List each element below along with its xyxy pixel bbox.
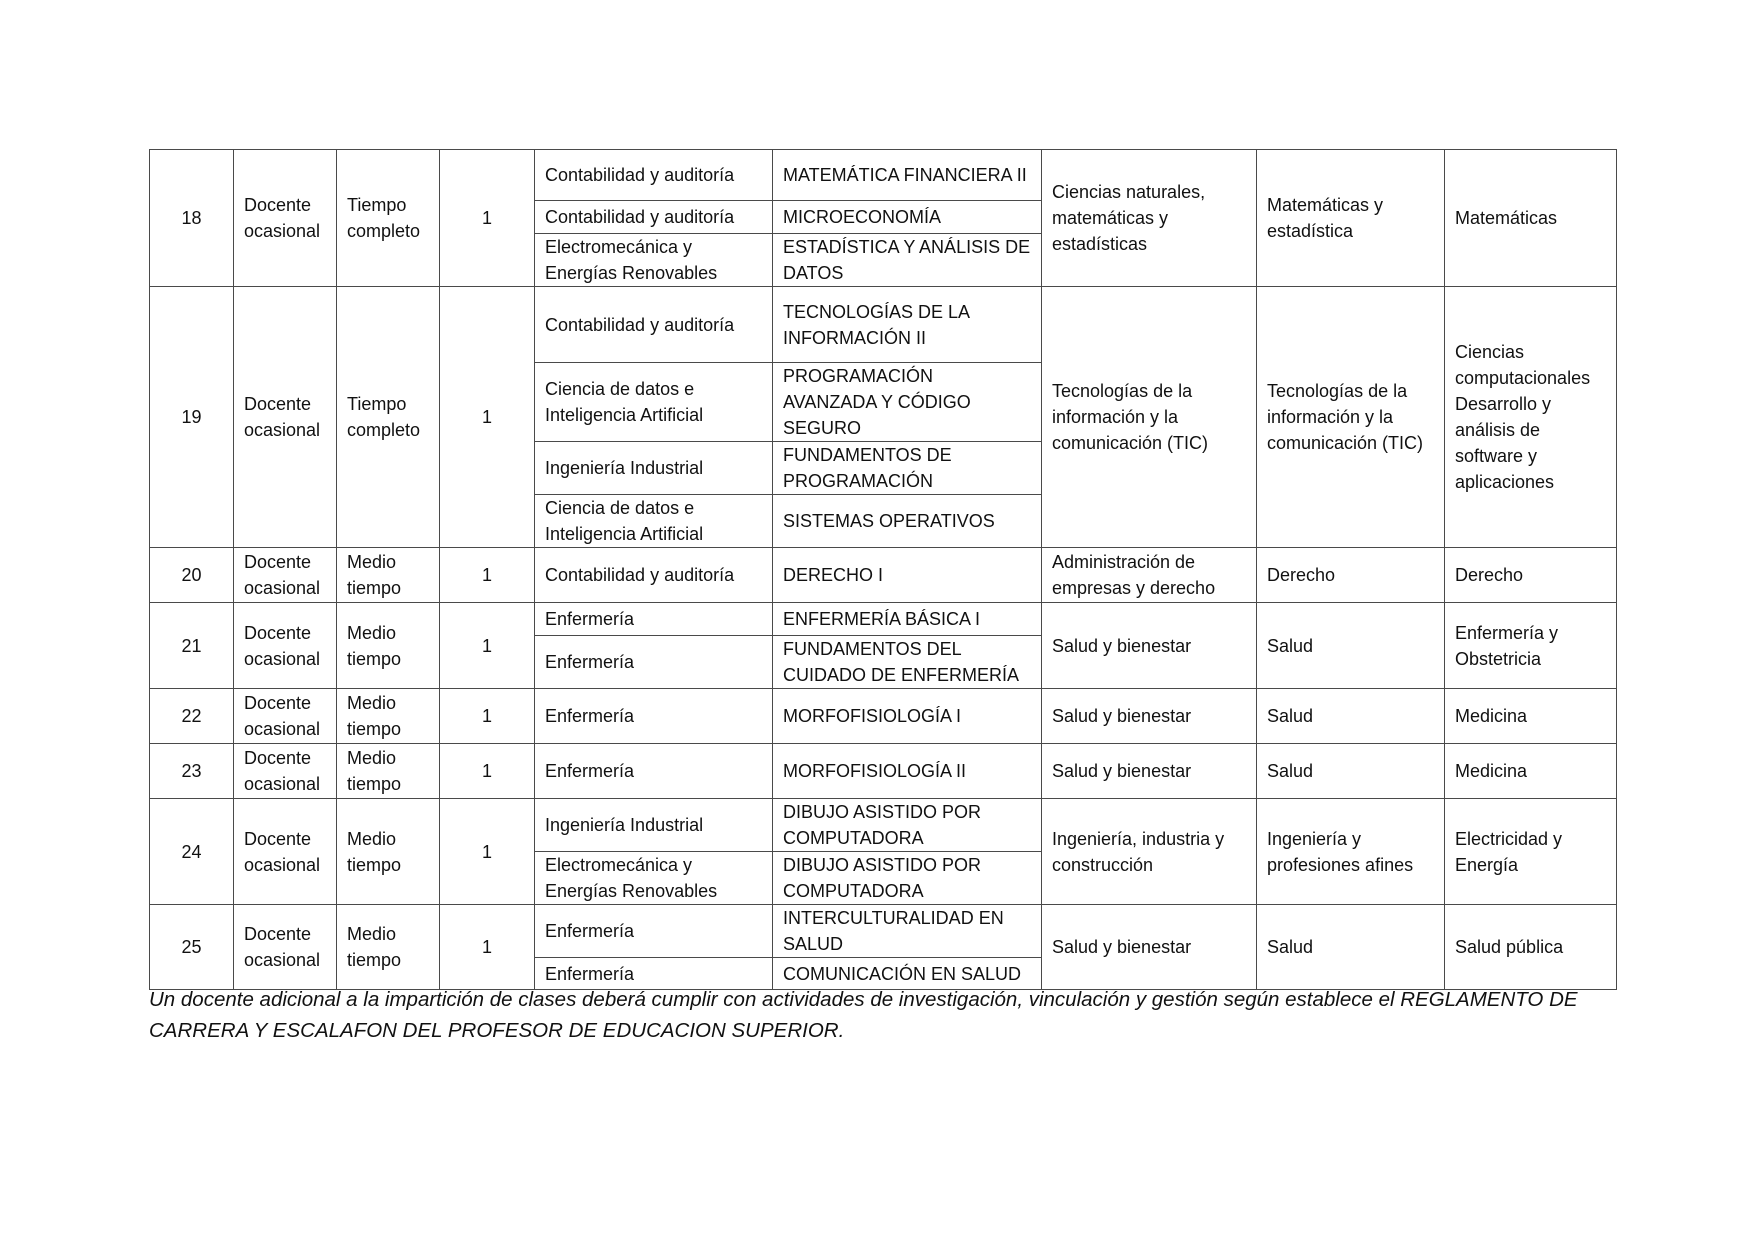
career-cell: Contabilidad y auditoría [535,287,773,363]
table-row [150,905,1617,958]
row-number-cell: 18 [150,150,234,287]
subject-cell: ENFERMERÍA BÁSICA I [773,603,1042,636]
career-cell: Enfermería [535,905,773,958]
subject-cell: ESTADÍSTICA Y ANÁLISIS DE DATOS [773,234,1042,287]
table-row [150,689,1617,744]
teacher-type-cell: Docente ocasional [234,150,337,287]
quantity-cell: 1 [440,548,535,603]
career-cell: Electromecánica y Energías Renovables [535,234,773,287]
teacher-type-cell: Docente ocasional [234,603,337,689]
row-number-cell: 22 [150,689,234,744]
career-cell: Enfermería [535,689,773,744]
teacher-type-cell: Docente ocasional [234,287,337,548]
specific-field-cell: Matemáticas y estadística [1257,150,1445,287]
dedication-cell: Medio tiempo [337,689,440,744]
career-cell: Ciencia de datos e Inteligencia Artificial [535,363,773,442]
row-number-cell: 19 [150,287,234,548]
subject-cell: MORFOFISIOLOGÍA II [773,744,1042,799]
subject-cell: MORFOFISIOLOGÍA I [773,689,1042,744]
subject-cell: MATEMÁTICA FINANCIERA II [773,150,1042,201]
row-number-cell: 24 [150,799,234,905]
subject-cell: DERECHO I [773,548,1042,603]
detailed-field-cell: Medicina [1445,744,1617,799]
detailed-field-cell: Enfermería y Obstetricia [1445,603,1617,689]
broad-field-cell: Tecnologías de la información y la comunicación (TIC) [1042,287,1257,548]
quantity-cell: 1 [440,150,535,287]
career-cell: Ciencia de datos e Inteligencia Artificial [535,495,773,548]
dedication-cell: Tiempo completo [337,150,440,287]
career-cell: Enfermería [535,744,773,799]
subject-cell: PROGRAMACIÓN AVANZADA Y CÓDIGO SEGURO [773,363,1042,442]
career-cell: Enfermería [535,603,773,636]
table-row [150,287,1617,363]
broad-field-cell: Administración de empresas y derecho [1042,548,1257,603]
broad-field-cell: Ingeniería, industria y construcción [1042,799,1257,905]
specific-field-cell: Salud [1257,689,1445,744]
positions-table [149,149,1617,990]
teacher-type-cell: Docente ocasional [234,799,337,905]
specific-field-cell: Salud [1257,744,1445,799]
dedication-cell: Medio tiempo [337,603,440,689]
broad-field-cell: Salud y bienestar [1042,689,1257,744]
career-cell: Contabilidad y auditoría [535,150,773,201]
subject-cell: MICROECONOMÍA [773,201,1042,234]
table-row [150,744,1617,799]
career-cell: Enfermería [535,636,773,689]
row-number-cell: 20 [150,548,234,603]
quantity-cell: 1 [440,287,535,548]
detailed-field-cell: Medicina [1445,689,1617,744]
subject-cell: FUNDAMENTOS DE PROGRAMACIÓN [773,442,1042,495]
broad-field-cell: Salud y bienestar [1042,905,1257,990]
footnote: Un docente adicional a la impartición de clases deberá cumplir con actividades de investigación, vinculación y gestión según establece el REGLAMENTO DE CARRERA Y ESCALAFON DEL PROFESOR DE EDUCACION SUPERIOR. [149,988,1578,1042]
teacher-type-cell: Docente ocasional [234,689,337,744]
row-number-cell: 21 [150,603,234,689]
teacher-type-cell: Docente ocasional [234,548,337,603]
quantity-cell: 1 [440,744,535,799]
quantity-cell: 1 [440,689,535,744]
subject-cell: INTERCULTURALIDAD EN SALUD [773,905,1042,958]
teacher-type-cell: Docente ocasional [234,744,337,799]
dedication-cell: Medio tiempo [337,799,440,905]
career-cell: Ingeniería Industrial [535,442,773,495]
detailed-field-cell: Derecho [1445,548,1617,603]
subject-cell: FUNDAMENTOS DEL CUIDADO DE ENFERMERÍA [773,636,1042,689]
detailed-field-cell: Matemáticas [1445,150,1617,287]
specific-field-cell: Ingeniería y profesiones afines [1257,799,1445,905]
detailed-field-cell: Salud pública [1445,905,1617,990]
career-cell: Ingeniería Industrial [535,799,773,852]
career-cell: Electromecánica y Energías Renovables [535,852,773,905]
specific-field-cell: Salud [1257,905,1445,990]
quantity-cell: 1 [440,799,535,905]
table-row [150,603,1617,636]
table-row [150,150,1617,201]
row-number-cell: 25 [150,905,234,990]
table-row [150,799,1617,852]
broad-field-cell: Salud y bienestar [1042,603,1257,689]
specific-field-cell: Derecho [1257,548,1445,603]
career-cell: Enfermería [535,958,773,990]
table-row [150,548,1617,603]
subject-cell: DIBUJO ASISTIDO POR COMPUTADORA [773,852,1042,905]
career-cell: Contabilidad y auditoría [535,201,773,234]
quantity-cell: 1 [440,603,535,689]
dedication-cell: Medio tiempo [337,548,440,603]
subject-cell: TECNOLOGÍAS DE LA INFORMACIÓN II [773,287,1042,363]
broad-field-cell: Salud y bienestar [1042,744,1257,799]
career-cell: Contabilidad y auditoría [535,548,773,603]
teacher-type-cell: Docente ocasional [234,905,337,990]
subject-cell: DIBUJO ASISTIDO POR COMPUTADORA [773,799,1042,852]
dedication-cell: Medio tiempo [337,905,440,990]
broad-field-cell: Ciencias naturales, matemáticas y estadísticas [1042,150,1257,287]
specific-field-cell: Salud [1257,603,1445,689]
dedication-cell: Tiempo completo [337,287,440,548]
specific-field-cell: Tecnologías de la información y la comunicación (TIC) [1257,287,1445,548]
quantity-cell: 1 [440,905,535,990]
row-number-cell: 23 [150,744,234,799]
subject-cell: SISTEMAS OPERATIVOS [773,495,1042,548]
detailed-field-cell: Electricidad y Energía [1445,799,1617,905]
dedication-cell: Medio tiempo [337,744,440,799]
detailed-field-cell: Ciencias computacionales Desarrollo y análisis de software y aplicaciones [1445,287,1617,548]
subject-cell: COMUNICACIÓN EN SALUD [773,958,1042,990]
